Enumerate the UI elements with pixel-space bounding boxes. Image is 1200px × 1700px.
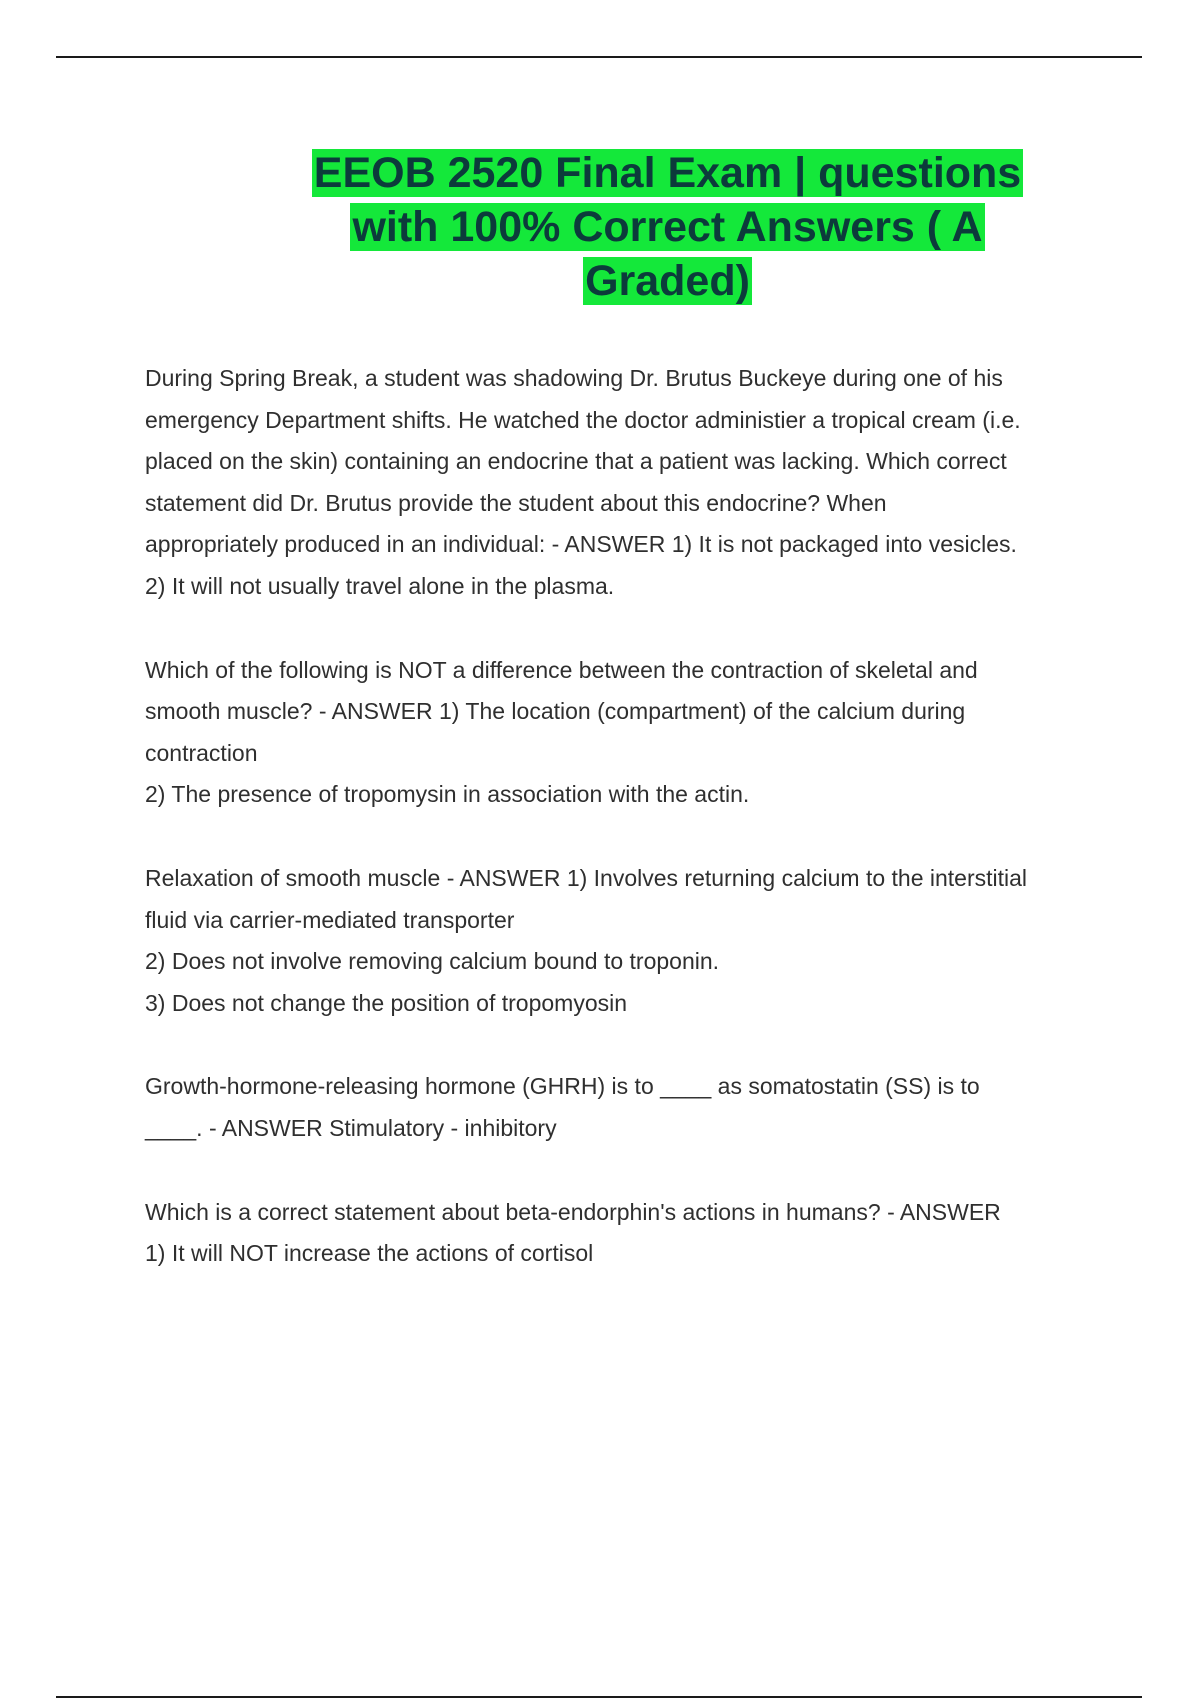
qa-line: Which is a correct statement about beta-endorphin's actions in humans? - ANSWER: [145, 1198, 1001, 1225]
document-body: [145, 358, 1090, 1317]
qa-item: [145, 1066, 1090, 1149]
qa-line: placed on the skin) containing an endocrine that a patient was lacking. Which correct: [145, 448, 1007, 475]
qa-line: ____. - ANSWER Stimulatory - inhibitory: [145, 1114, 557, 1141]
qa-line: statement did Dr. Brutus provide the student about this endocrine? When: [145, 489, 887, 516]
qa-item: [145, 1192, 1090, 1275]
title-line: with 100% Correct Answers ( A: [352, 203, 983, 251]
qa-line: 1) It will NOT increase the actions of cortisol: [145, 1240, 594, 1267]
qa-line: Growth-hormone-releasing hormone (GHRH) is to ____ as somatostatin (SS) is to: [145, 1073, 980, 1100]
title-line: EEOB 2520 Final Exam | questions: [313, 149, 1022, 197]
title-line: Graded): [585, 257, 750, 305]
qa-line: 2) It will not usually travel alone in the plasma.: [145, 572, 615, 599]
document-title: [290, 146, 1045, 308]
top-rule: [56, 56, 1142, 58]
qa-line: 3) Does not change the position of tropomyosin: [145, 989, 628, 1016]
qa-item: [145, 858, 1090, 1024]
qa-item: [145, 650, 1090, 816]
qa-line: Relaxation of smooth muscle - ANSWER 1) Involves returning calcium to the interstitial: [145, 864, 1028, 891]
qa-line: appropriately produced in an individual: - ANSWER 1) It is not packaged into vesicles.: [145, 531, 1017, 558]
qa-line: During Spring Break, a student was shadowing Dr. Brutus Buckeye during one of his: [145, 365, 1003, 391]
qa-line: contraction: [145, 739, 258, 766]
bottom-rule: [56, 1696, 1142, 1698]
qa-line: fluid via carrier-mediated transporter: [145, 906, 515, 933]
qa-line: 2) Does not involve removing calcium bound to troponin.: [145, 948, 720, 975]
qa-line: smooth muscle? - ANSWER 1) The location (compartment) of the calcium during: [145, 698, 966, 725]
qa-line: 2) The presence of tropomysin in association with the actin.: [145, 781, 750, 808]
qa-line: emergency Department shifts. He watched the doctor administier a tropical cream (i.e.: [145, 406, 1021, 433]
qa-line: Which of the following is NOT a difference between the contraction of skeletal and: [145, 656, 978, 683]
qa-item: [145, 358, 1090, 608]
